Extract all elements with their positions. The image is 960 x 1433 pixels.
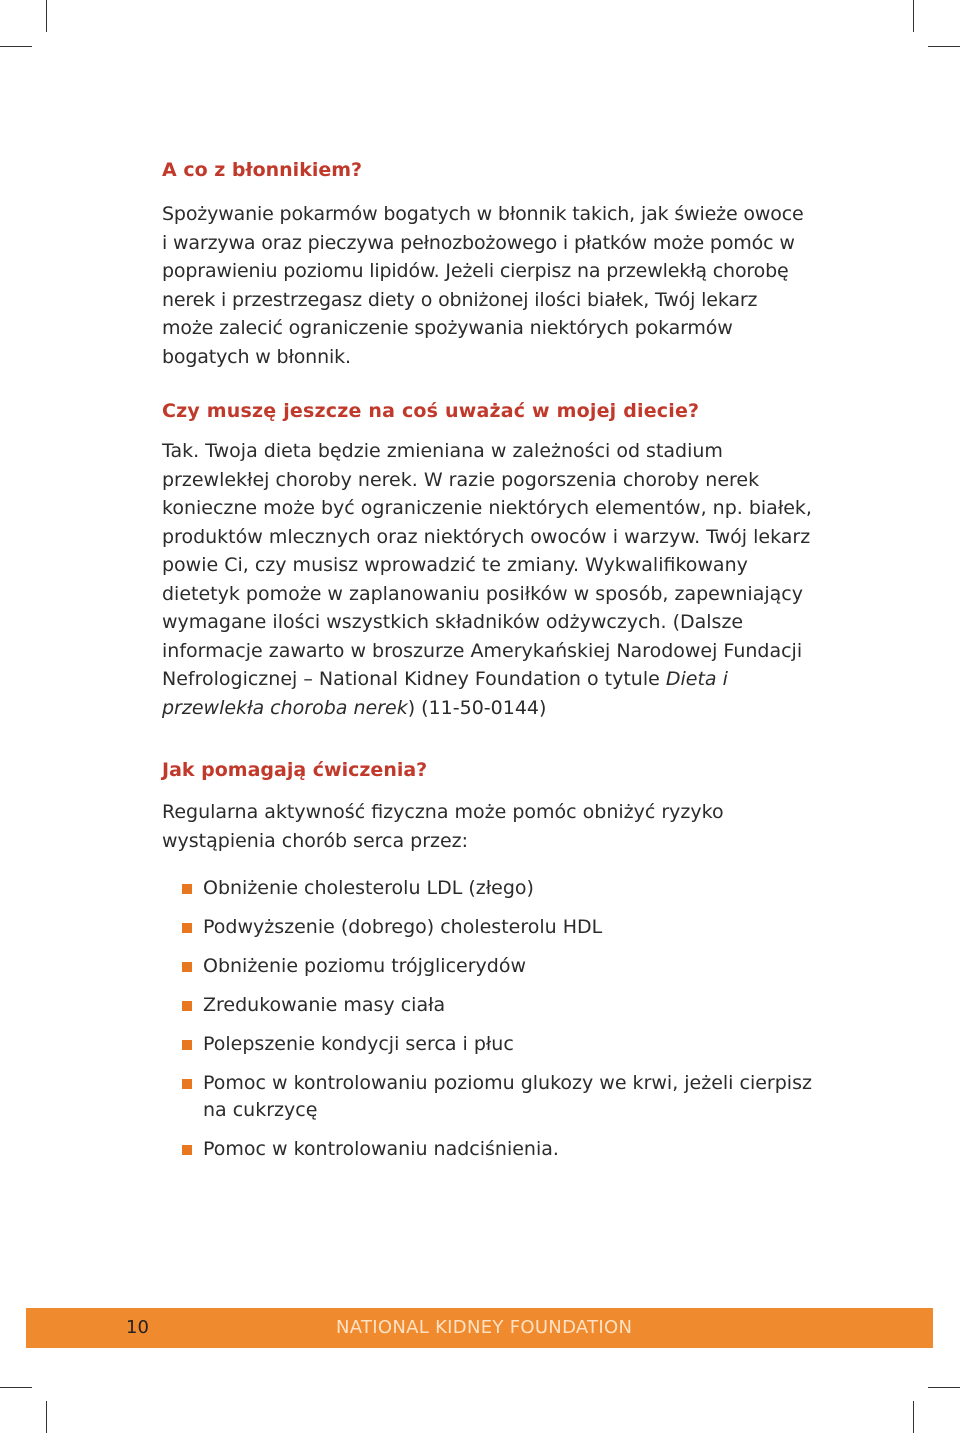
- list-item: Podwyższenie (dobrego) cholesterolu HDL: [182, 914, 812, 941]
- square-bullet-icon: [182, 923, 192, 933]
- paragraph-exercise: Regularna aktywność fizyczna może pomóc obniżyć ryzyko wystąpienia chorób serca przez:: [162, 801, 724, 852]
- square-bullet-icon: [182, 1001, 192, 1011]
- square-bullet-icon: [182, 884, 192, 894]
- crop-mark: [0, 1387, 32, 1388]
- square-bullet-icon: [182, 962, 192, 972]
- crop-mark: [46, 1401, 47, 1433]
- list-item: Obniżenie cholesterolu LDL (złego): [182, 875, 812, 902]
- paragraph-diet-text: Tak. Twoja dieta będzie zmieniana w zależności od stadium przewlekłej choroby nerek. W razie pogorszenia choroby nerek konieczne może być ograniczenie niektórych elementów, np. białek, produktów mlecznych oraz niektórych owoców i warzyw. Twój lekarz powie Ci, czy musisz wprowadzić te zmiany. Wykwalifikowany dietetyk pomoże w zaplanowaniu posiłków w sposób, zapewniający wymagane ilości wszystkich składników odżywczych. (Dalsze informacje zawarto w broszurze Amerykańskiej Narodowej Fundacji Nefrologicznej – National Kidney Foundation o tytule: [162, 440, 812, 690]
- benefits-list: [182, 875, 812, 1163]
- section-heading-exercise: Jak pomagają ćwiczenia?: [162, 759, 428, 781]
- crop-mark: [928, 1387, 960, 1388]
- square-bullet-icon: [182, 1079, 192, 1089]
- paragraph-fiber: Spożywanie pokarmów bogatych w błonnik takich, jak świeże owoce i warzywa oraz pieczywa pełnozbożowego i płatków może pomóc w poprawieniu poziomu lipidów. Jeżeli cierpisz na przewlekłą chorobę nerek i przestrzegasz diety o obniżonej ilości białek, Twój lekarz może zalecić ograniczenie spożywania niektórych pokarmów bogatych w błonnik.: [162, 203, 804, 368]
- footer-title: NATIONAL KIDNEY FOUNDATION: [336, 1317, 633, 1338]
- crop-mark: [0, 46, 32, 47]
- paragraph-diet: [162, 437, 812, 722]
- page-number: 10: [126, 1317, 149, 1338]
- section-heading-diet: Czy muszę jeszcze na coś uważać w mojej diecie?: [162, 400, 700, 422]
- list-item: Pomoc w kontrolowaniu poziomu glukozy we krwi, jeżeli cierpisz na cukrzycę: [182, 1070, 812, 1124]
- square-bullet-icon: [182, 1040, 192, 1050]
- list-item: Pomoc w kontrolowaniu nadciśnienia.: [182, 1136, 812, 1163]
- list-item: Obniżenie poziomu trójglicerydów: [182, 953, 812, 980]
- list-item: Polepszenie kondycji serca i płuc: [182, 1031, 812, 1058]
- paragraph-diet-end: ) (11-50-0144): [407, 696, 547, 719]
- list-item: Zredukowanie masy ciała: [182, 992, 812, 1019]
- footer-bar: [26, 1308, 933, 1348]
- crop-mark: [913, 0, 914, 32]
- square-bullet-icon: [182, 1145, 192, 1155]
- crop-mark: [913, 1401, 914, 1433]
- brochure-title: Dieta i przewlekła choroba nerek: [162, 668, 728, 719]
- crop-mark: [928, 46, 960, 47]
- section-heading-fiber: A co z błonnikiem?: [162, 159, 363, 181]
- page-content: [162, 156, 812, 1175]
- crop-mark: [46, 0, 47, 32]
